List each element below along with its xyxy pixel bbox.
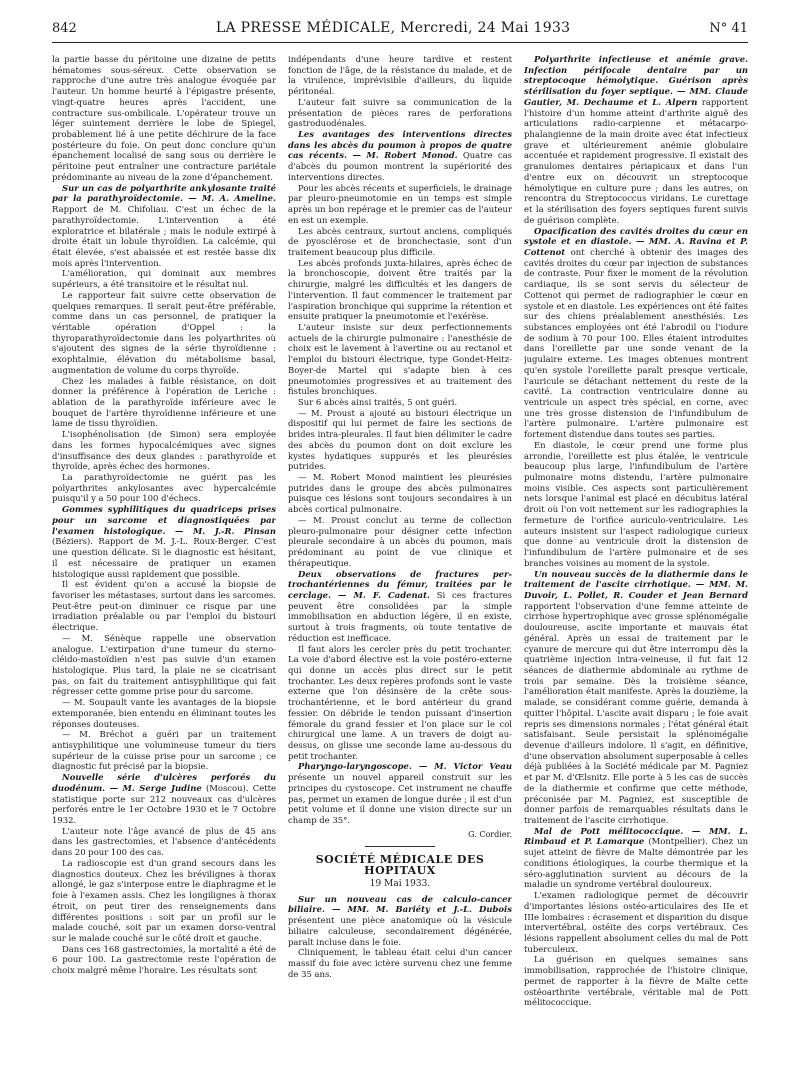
page-number: 842 [52,21,77,36]
article-text: — M. Proust a ajouté au bistouri électrique un dispositif qui lui permet de faire les sections de brides intra-pleurales. Il faut bien délimiter le cadre des abcès du poumon dont on doit exclure les kystes hydatiques suppurés et les pleurésies putrides. [288,407,512,472]
column-3 [524,54,748,1068]
article-paragraph [288,54,512,97]
article-text: Le rapporteur fait suivre cette observation de quelques remarques. Il serait peut-être préférable, comme dans un cas personnel, de pratiquer la véritable opération d'Oppel : la thyroparathyroïdectomie dans les polyarthrites où s'ajoutent des signes de la série thyroïdienne : exophtalmie, élévation du métabolisme basal, augmentation de volume du corps thyroïde. [52,289,276,375]
article-text: (Montpellier). Chez un sujet atteint de fièvre de Malte démontrée par les conditions étiologiques, la courbe thermique et la séro-agglutination survient au décours de la maladie un syndrome vertébral douloureux. [524,836,748,890]
article-paragraph-with-heading [52,772,276,826]
article-text: — M. Soupault vante les avantages de la biopsie extemporanée, bien entendu en éliminant toutes les réponses douteuses. [52,697,276,729]
article-paragraph [288,472,512,515]
article-paragraph [288,947,512,979]
article-text: L'examen radiologique permet de découvrir d'importantes lésions ostéo-articulaires des IIe et IIIe lombaires : écrasement et disparition du disque intervertébral, ostéite des corps vertébraux. Ces lésions rappellent absolument celles du mal de Pott tuberculeux. [524,890,748,954]
running-title: LA PRESSE MÉDICALE, Mercredi, 24 Mai 1933 [215,20,571,36]
article-text: Les abcès centraux, surtout anciens, compliqués de pyosclérose et de bronchectasie, sont d'un traitement beaucoup plus difficile. [288,225,512,257]
society-date: 19 Mai 1933. [369,878,431,889]
article-heading: Nouvelle série d'ulcères perforés du duodénum. — M. Serge Judine [52,772,276,793]
column-2-articles [288,54,512,826]
article-heading: Gommes syphilitiques du quadriceps prises pour un sarcome et diagnostiquées par l'examen histologique. — M. J.-R. Pinsan [52,504,276,536]
article-heading: Pharyngo-laryngoscope. — M. Victor Veau [298,761,512,772]
section-divider [365,846,435,847]
article-paragraph [288,397,512,408]
article-paragraph-with-heading [52,183,276,269]
article-text: (Moscou). Cette statistique porte sur 212 nouveaux cas d'ulcères perforés entre le 1er Octobre 1930 et le 7 Octobre 1932. [52,782,276,826]
column-2 [288,54,512,1068]
article-text: présente un nouvel appareil construit sur les principes du cystoscope. Cet instrument ne chauffe pas, permet un examen de longue durée ; il est d'un petit volume et il donne une vision directe sur un champ de 35°. [288,772,512,826]
article-heading: Polyarthrite infectieuse et anémie grave. Infection périfocale dentaire par un streptocoque hémolytique. Guérison après stérilisation du foyer septique. — MM. Claude Gautier, M. Dechaume et L. Alpern [524,54,748,107]
article-paragraph-with-heading [524,826,748,890]
article-paragraph [288,644,512,762]
article-text: (Béziers). Rapport de M. J.-L. Roux-Berger. C'est une question délicate. Si le diagnostic est hésitant, il est nécessaire de pratiquer un examen histologique aussi rapidement que possible. [52,536,276,579]
article-text: la partie basse du péritoine une dizaine de petits hématomes sous-séreux. Cette observation se rapproche d'une autre très analogue évoquée par l'auteur. Un homme heurté à l'épigastre présente, vingt-quatre heures après l'accident, une contracture sus-ombilicale. L'opérateur trouve un léger suintement derrière le lobe de Spiegel, probablement lié à une petite déchirure de la face postérieure du foie. On peut donc conclure qu'un épanchement localisé de sang sous ou derrière le péritoine peut entraîner une contracture pariétale prédominante au niveau de la zone d'épanchement. [52,54,276,182]
article-text: — M. Bréchot a guéri par un traitement antisyphilitique une volumineuse tumeur du tiers supérieur de la cuisse prise pour un sarcome ; ce diagnostic fut précisé par la biopsie. [52,729,276,772]
article-text: L'auteur fait suivre sa communication de la présentation de pièces rares de perforations gastroduodénales. [288,96,512,129]
article-text: — M. Sénèque rappelle une observation analogue. L'extirpation d'une tumeur du sterno-cléido-mastoïdien n'est pas suivie d'un examen histologique. Plus tard, la plaie ne se cicatrisant pas, on fait du traitement antisyphilitique qui fait régresser cette gomme prise pour du sarcome. [52,632,276,697]
article-text: L'auteur insiste sur deux perfectionnements actuels de la chirurgie pulmonaire : l'anesthésie de choix est le lavement à l'avertine ou au rectanol et l'emploi du bistouri électrique, type Gondet-Heitz-Boyer-de Martel qui s'adapte bien à ces pneumotomies progressives et au traitement des fistules bronchiques. [288,321,512,397]
article-paragraph [524,954,748,1008]
article-paragraph-with-heading [524,226,748,440]
article-text: L'auteur note l'âge avancé de plus de 45 ans dans les gastrectomies, et l'absence d'antécédents dans 20 pour 100 des cas. [52,825,276,858]
article-text: ont cherché à obtenir des images des cavités droites du cœur par injection de substances de contraste. Pour fixer le moment de la révolution cardiaque, ils se sont servis du sélecteur de Cottenot qui permet de radiographier le cœur en systole et en diastole. Les expériences ont été faites sur des chiens préalablement anesthésiés. Les substances employées ont été l'abrodil ou l'iodure de sodium à 70 pour 100. Elles étaient introduites dans l'oreillette par une sonde venant de la jugulaire externe. Les images obtenues montrent qu'en systole l'oreillette paraît presque verticale, l'auricule se détachant nettement du reste de la cavité. La contraction ventriculaire donne au ventricule un aspect très spécial, en corne, avec une très grosse distension de l'infundibulum de l'artère pulmonaire. L'artère pulmonaire est fortement distendue dans toutes ses parties. [524,246,748,440]
article-text: Quatre cas d'abcès du poumon montrent la supériorité des interventions directes. [288,150,512,182]
article-paragraph [288,408,512,472]
article-text: Les abcès profonds juxta-hilaires, après échec de la bronchoscopie, doivent être traités par la chirurgie, malgré les difficultés et les dangers de l'intervention. Il faut commencer le traitement par l'aspiration bronchique qui supprime la rétention et ensuite pratiquer la pneumotomie et l'exérèse. [288,257,512,322]
article-text: rapportent l'histoire d'un homme atteint d'arthrite aiguë des articulations radio-carpienne et métacarpo-phalangienne de la main droite avec état infectieux grave et ultérieurement anémie globulaire accentuée et rapidement progressive. Il existait des granulomes dentaires périapicaux et dans l'un d'entre eux on découvrit un streptocoque hémolytique en culture pure ; dans les autres, on rencontra du Streptococcus viridans. Le curettage et la stérilisation des foyers septiques furent suivis de guérison complète. [524,96,748,225]
article-paragraph [524,890,748,954]
article-text: Il est évident qu'on a accusé la biopsie de favoriser les métastases, surtout dans les sarcomes. Peut-être peut-on diminuer ce risque par une irradiation préalable ou par l'emploi du bistouri électrique. [52,579,276,633]
article-text: En diastole, le cœur prend une forme plus arrondie, l'oreillette est plus étalée, le ventricule beaucoup plus large, l'infundibulum de l'artère pulmonaire moins distendu, l'artère pulmonaire moins visible. Ces aspects sont particulièrement nets lorsque l'animal est placé en décubitus latéral droit où l'on voit nettement sur les radiographies la fermeture de l'orifice auriculo-ventriculaire. Les auteurs insistent sur l'aspect radiologique curieux que donne au ventricule droit la distension de l'infundibulum de l'artère pulmonaire et de ses branches voisines au moment de la systole. [524,439,748,568]
article-text: Si ces fractures peuvent être consolidées par la simple immobilisation en abduction légère, il en existe, surtout à trois fragments, où toute tentative de réduction est inefficace. [288,589,512,643]
article-paragraph-with-heading [52,504,276,579]
article-heading: Les avantages des interventions directes dans les abcès du poumon à propos de quatre cas récents. — M. Robert Monod. [288,129,512,161]
article-text: Cliniquement, le tableau était celui d'un cancer massif du foie avec ictère survenu chez une femme de 35 ans. [288,947,512,979]
article-paragraph [52,826,276,858]
article-text: La radioscopie est d'un grand secours dans les diagnostics douteux. Chez les brévilignes à thorax allongé, le gaz s'interpose entre le diaphragme et le foie à l'examen assis. Chez les longilignes à thorax étroit, on peut tirer des renseignements dans différentes positions : soit par un profil sur le malade couché, soit par un examen dorso-ventral sur le malade couché sur le côté droit et gauche. [52,857,276,943]
society-title: SOCIÉTÉ MÉDICALE DES HOPITAUX [315,853,485,878]
article-paragraph-with-heading [288,129,512,183]
article-text: Sur 6 abcès ainsi traités, 5 ont guéri. [298,397,458,407]
article-paragraph-with-heading [524,54,748,226]
column-1 [52,54,276,1068]
article-paragraph [52,376,276,430]
article-paragraph [52,633,276,697]
article-paragraph [288,226,512,258]
article-paragraph [52,697,276,729]
article-paragraph [288,515,512,569]
running-header [52,20,748,43]
article-paragraph [52,579,276,633]
article-heading: Un nouveau succès de la diathermie dans le traitement de l'ascite cirrhotique. — MM. M. Duvoir, L. Pollet, R. Couder et Jean Bernard [524,568,748,600]
article-text: La parathyroïdectomie ne guérit pas les polyarthrites ankylosantes avec hypercalcémie puisqu'il y a 50 pour 100 d'échecs. [52,472,276,504]
article-text: Rapport de M. Chifoliau. C'est un échec de la parathyroïdectomie. L'intervention a été exploratrice et bilatérale ; mais le nodule extirpé à droite était un lobule thyroïdien. La calcémie, qui était élevée, s'est abaissée et est restée basse dix mois après l'intervention. [52,204,276,268]
article-text: La guérison en quelques semaines sans immobilisation, rapprochée de l'histoire clinique, permet de rapporter à la fièvre de Malte cette ostéoarthrite vertébrale, véritable mal de Pott mélitococcique. [524,954,748,1008]
article-paragraph-with-heading [524,569,748,826]
column-2-society-articles [288,894,512,980]
article-text: Chez les malades à faible résistance, on doit donner la préférence à l'opération de Leriche : ablation de la parathyroïde inférieure avec le bouquet de l'artère thyroïdienne inférieure et une lame de tissu thyroïdien. [52,375,276,429]
article-text: présentent une pièce anatomique où la vésicule biliaire calculeuse, secondairement dégénérée, paraît incluse dans le foie. [288,915,512,947]
article-heading: Deux observations de fractures per-trochantériennes du fémur, traitées par le cerclage. — M. F. Cadenat. [288,568,512,600]
article-paragraph [52,729,276,772]
article-text: rapportent l'observation d'une femme atteinte de cirrhose hypertrophique avec grosse splénomégalie douloureuse, ascite importante et mauvais état général. Après un essai de traitement par le cyanure de mercure qui dut être interrompu dès la quatrième injection intra-veineuse, il fut fait 12 séances de diathermie abdominale au rythme de trois par semaine. Dès la troisième séance, l'amélioration était manifeste. Après la douzième, la malade, se considérant comme guérie, demanda à quitter l'hôpital. L'ascite avait disparu ; le foie avait repris ses dimensions normales ; l'état général était satisfaisant. Seule persistait la splénomégalie devenue d'ailleurs indolore. Il s'agit, en définitive, d'une observation absolument superposable à celles déjà publiées à la Société médicale par M. Pagniez et par M. d'Œlsnitz. Elle porte à 5 les cas de succès de la diathermie et confirme que cette méthode, préconisée par M. Pagniez, est susceptible de donner parfois de remarquables résultats dans le traitement de l'ascite cirrhotique. [524,600,748,826]
article-text: L'isophénolisation (de Simon) sera employée dans les formes hypocalcémiques avec signes d'insuffisance des deux glandes : parathyroïde et thyroïde, après échec des hormones. [52,429,276,472]
author-signature: G. Cordier. [468,829,512,839]
article-paragraph-with-heading [288,569,512,644]
article-paragraph [288,258,512,322]
article-paragraph [52,472,276,504]
article-paragraph [52,944,276,976]
article-paragraph [52,54,276,183]
article-text: Dans ces 168 gastrectomies, la mortalité a été de 6 pour 100. La gastrectomie reste l'opération de choix malgré même l'horaire. Les résultats sont [52,943,276,976]
article-heading: Sur un nouveau cas de calculo-cancer biliaire. — MM. M. Bariéty et J.-L. Dubois [288,893,512,915]
article-paragraph [52,429,276,472]
article-paragraph [288,97,512,129]
issue-number: N° 41 [709,21,748,36]
article-paragraph [288,322,512,397]
article-paragraph-with-heading [288,894,512,948]
article-paragraph [52,268,276,289]
article-paragraph-with-heading [288,761,512,825]
article-heading: Sur un cas de polyarthrite ankylosante traité par la parathyroïdectomie. — M. A. Ameline. [52,182,276,204]
article-heading: Mal de Pott mélitococcique. — MM. L. Rimbaud et P. Lamarque [524,825,748,847]
article-text: Pour les abcès récents et superficiels, le drainage par pleuro-pneumotomie en un temps est simple après un bon repérage et le premier cas de l'auteur en est un exemple. [288,182,512,225]
article-text: Il faut alors les cercler près du petit trochanter. La voie d'abord élective est la voie postéro-externe qui donne un accès plus direct sur le petit trochanter. Les deux repères profonds sont le vaste externe que l'on désinsère de la crête sous-trochantérienne, et le bord antérieur du grand fessier. On débride le tendon puissant d'insertion fémorale du grand fessier et l'on place sur le col chirurgical une lame. A un travers de doigt au-dessus, on glisse une seconde lame au-dessous du petit trochanter. [288,643,512,761]
article-paragraph [524,440,748,569]
article-text: indépendants d'une heure tardive et restent fonction de l'âge, de la résistance du malade, et de la virulence, imprévisible d'ailleurs, du liquide péritonéal. [288,54,512,97]
article-paragraph [52,858,276,944]
article-text: L'amélioration, qui dominait aux membres supérieurs, a été transitoire et le résultat nul. [52,268,276,290]
article-heading: Opacification des cavités droites du cœur en systole et en diastole. — MM. A. Ravina et P. Cottenot [524,225,748,257]
article-paragraph [288,183,512,226]
article-paragraph [52,290,276,376]
article-text: — M. Robert Monod maintient les pleurésies putrides dans le groupe des abcès pulmonaires puisque ces lésions sont toujours secondaires à un abcès cortical pulmonaire. [288,472,512,515]
article-text: — M. Proust conclut au terme de collection pleuro-pulmonaire pour désigner cette infection pleurale secondaire à un abcès du poumon, mais prédominant au point de vue clinique et thérapeutique. [288,514,512,568]
